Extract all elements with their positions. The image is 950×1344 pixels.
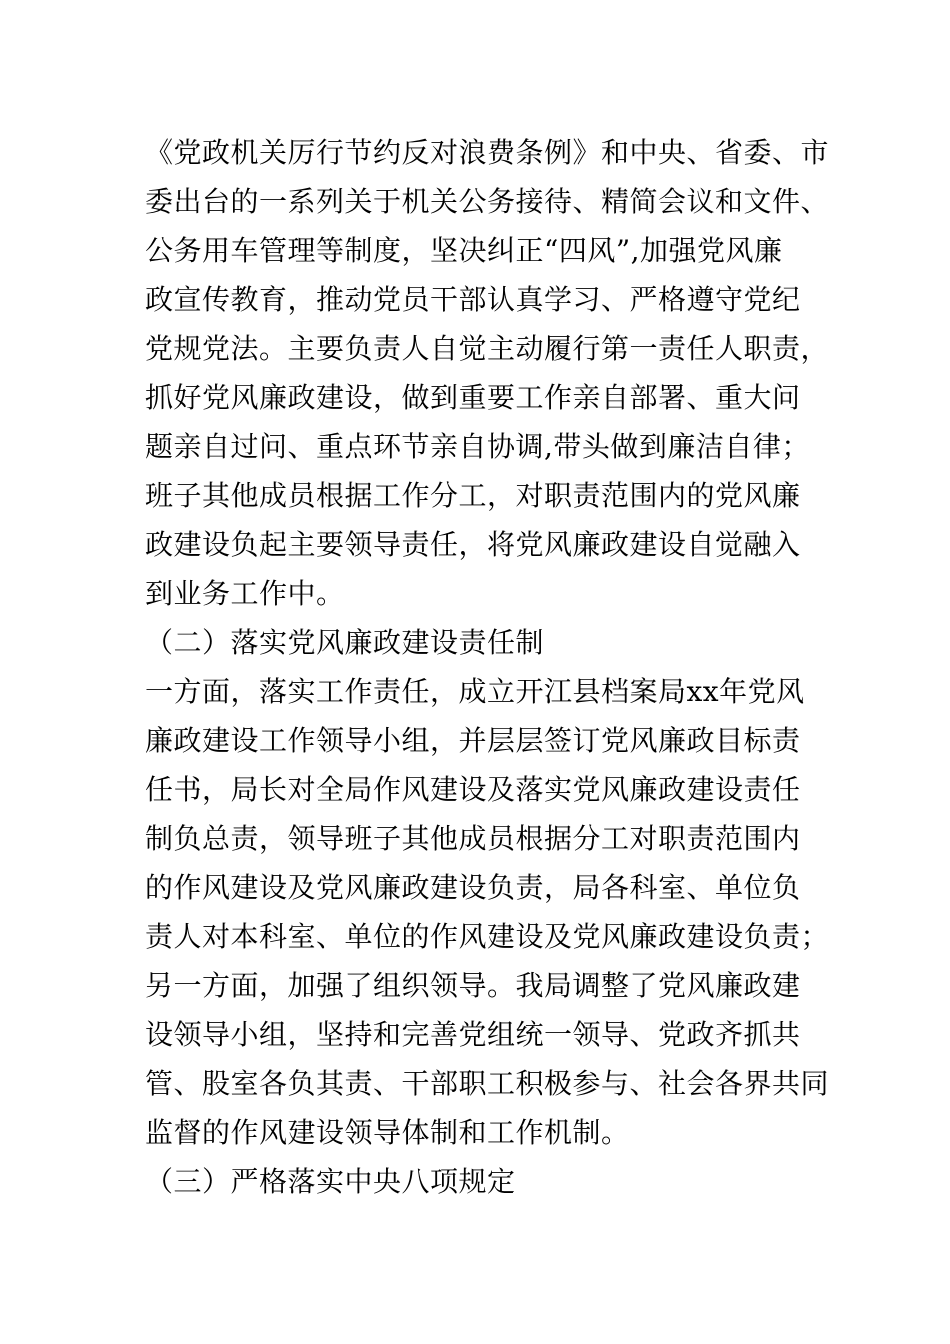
paragraph-line: 政建设负起主要领导责任，将党风廉政建设自觉融入 [145, 528, 801, 561]
paragraph-line: 设领导小组，坚持和完善党组统一领导、党政齐抓共 [145, 1018, 801, 1051]
paragraph-line: 管、股室各负其责、干部职工积极参与、社会各界共同 [145, 1067, 830, 1100]
paragraph-line: 抓好党风廉政建设，做到重要工作亲自部署、重大问 [145, 381, 801, 414]
paragraph-line: 班子其他成员根据工作分工，对职责范围内的党风廉 [145, 479, 801, 512]
paragraph-line: 一方面，落实工作责任，成立开江县档案局xx年党风 [145, 675, 805, 708]
paragraph-line: 到业务工作中。 [145, 577, 345, 610]
paragraph-line: 另一方面，加强了组织领导。我局调整了党风廉政建 [145, 969, 801, 1002]
section-heading: （二）落实党风廉政建设责任制 [145, 626, 545, 659]
section-heading: （三）严格落实中央八项规定 [145, 1165, 516, 1198]
paragraph-line: 制负总责，领导班子其他成员根据分工对职责范围内 [145, 822, 801, 855]
paragraph-line: 党规党法。主要负责人自觉主动履行第一责任人职责， [145, 332, 830, 365]
document-body [145, 128, 830, 1206]
paragraph-line: 委出台的一系列关于机关公务接待、精简会议和文件、 [145, 185, 830, 218]
paragraph-line: 公务用车管理等制度，坚决纠正“四风”,加强党风廉 [145, 234, 783, 267]
paragraph-line: 责人对本科室、单位的作风建设及党风廉政建设负责； [145, 920, 830, 953]
paragraph-line: 政宣传教育，推动党员干部认真学习、严格遵守党纪 [145, 283, 801, 316]
paragraph-line: 《党政机关厉行节约反对浪费条例》和中央、省委、市 [145, 136, 830, 169]
paragraph-line: 的作风建设及党风廉政建设负责，局各科室、单位负 [145, 871, 801, 904]
paragraph-line: 任书，局长对全局作风建设及落实党风廉政建设责任 [145, 773, 801, 806]
paragraph-line: 廉政建设工作领导小组，并层层签订党风廉政目标责 [145, 724, 801, 757]
paragraph-line: 题亲自过问、重点环节亲自协调,带头做到廉洁自律； [145, 430, 810, 463]
paragraph-line: 监督的作风建设领导体制和工作机制。 [145, 1116, 630, 1149]
